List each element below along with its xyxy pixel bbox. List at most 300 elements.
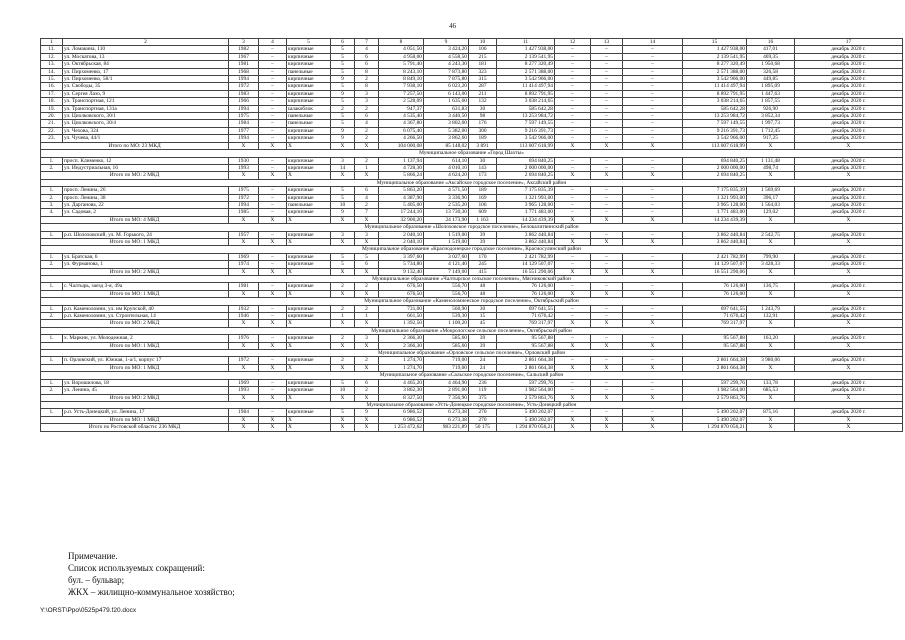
table-cell: 4 728,30 <box>379 164 424 171</box>
table-cell: Итого по МО: 2 МКД <box>41 172 229 179</box>
table-cell: – <box>259 90 287 97</box>
table-cell: X <box>555 364 591 371</box>
table-cell: 3 965 128,00 <box>497 201 555 208</box>
table-cell: 30 <box>469 305 497 312</box>
table-cell: – <box>623 105 683 112</box>
table-cell: 2 861 664,38 <box>683 364 747 371</box>
table-cell: X <box>287 416 331 423</box>
table-cell: 5 734,80 <box>379 261 424 268</box>
table-cell: X <box>331 268 355 275</box>
table-cell: X <box>331 238 355 245</box>
table-cell: X <box>747 268 795 275</box>
table-cell: X <box>623 238 683 245</box>
table-cell: 1967 <box>229 53 259 60</box>
table-cell: 2 <box>355 357 379 364</box>
table-cell: 2 040,10 <box>379 238 424 245</box>
table-cell: 2. <box>41 164 63 171</box>
table-cell: – <box>555 261 591 268</box>
table-cell: кирпичные <box>287 335 331 342</box>
table-cell: 5 <box>331 187 355 194</box>
table-row <box>41 98 903 105</box>
table-row <box>41 387 903 394</box>
page-number: 46 <box>449 22 456 30</box>
table-cell: – <box>623 194 683 201</box>
table-cell: X <box>287 394 331 401</box>
table-cell: 163,20 <box>747 335 795 342</box>
table-cell: X <box>355 238 379 245</box>
table-cell: 76 126,00 <box>497 290 555 297</box>
table-cell: – <box>591 135 623 142</box>
table-cell: 2 579 863,76 <box>683 394 747 401</box>
table-cell: 4 <box>355 194 379 201</box>
table-cell: – <box>555 357 591 364</box>
table-cell: 917,25 <box>747 135 795 142</box>
table-cell: 39 <box>469 335 497 342</box>
table-cell: 1932 <box>229 305 259 312</box>
table-cell: X <box>331 320 355 327</box>
table-cell: декабрь 2020 г. <box>795 53 903 60</box>
table-cell: – <box>259 305 287 312</box>
table-cell: 2 <box>355 127 379 134</box>
table-cell: – <box>591 253 623 260</box>
table-cell: 1969 <box>229 379 259 386</box>
table-cell: X <box>555 216 591 223</box>
table-cell: 1972 <box>229 83 259 90</box>
table-cell: X <box>591 424 623 431</box>
table-cell: 7 <box>355 39 379 46</box>
table-cell: 2 <box>355 201 379 208</box>
table-cell: 6 986,52 <box>379 416 424 423</box>
table-cell: 4 387,90 <box>379 194 424 201</box>
table-cell: 7 356,90 <box>424 394 469 401</box>
table-cell: X <box>747 320 795 327</box>
table-cell: 136,75 <box>747 283 795 290</box>
table-cell: X <box>623 342 683 349</box>
table-cell: 76 126,00 <box>497 283 555 290</box>
table-cell: 2 <box>355 283 379 290</box>
table-cell: – <box>623 61 683 68</box>
table-cell: 7 175 835,39 <box>497 187 555 194</box>
table-cell: 1 895,09 <box>747 83 795 90</box>
table-cell: 2 <box>355 76 379 83</box>
table-cell: X <box>747 238 795 245</box>
table-cell: – <box>555 231 591 238</box>
table-cell: – <box>555 157 591 164</box>
table-row <box>41 68 903 75</box>
table-cell: X <box>259 342 287 349</box>
table-cell: 585,60 <box>424 335 469 342</box>
table-cell: – <box>555 305 591 312</box>
table-cell: X <box>623 290 683 297</box>
table-cell: X <box>623 416 683 423</box>
table-cell: X <box>555 290 591 297</box>
table-cell: 3 862 440,84 <box>497 238 555 245</box>
table-cell: X <box>355 416 379 423</box>
table-cell: просп. Клименко, 12 <box>63 157 229 164</box>
table-cell: 95 567,88 <box>497 342 555 349</box>
table-cell: 983 221,89 <box>424 424 469 431</box>
table-cell: X <box>747 364 795 371</box>
table-cell: 2 <box>331 335 355 342</box>
table-cell: 5 490 202,07 <box>497 409 555 416</box>
table-cell: 1 294 870 056,21 <box>497 424 555 431</box>
table-cell: Итого по МО: 1 МКД <box>41 416 229 423</box>
table-cell: декабрь 2020 г. <box>795 387 903 394</box>
table-cell: 4 <box>259 39 287 46</box>
table-cell: 113 007 618,99 <box>683 142 747 149</box>
table-cell: 7 597 149,55 <box>497 120 555 127</box>
table-cell: Итого по МО: 1 МКД <box>41 238 229 245</box>
municipality-title: Муниципальное образование «Каменоломненское городское поселение», Октябрьский район <box>41 298 903 305</box>
table-cell: 18. <box>41 98 63 105</box>
municipality-title: Муниципальное образование «Орловское сельское поселение», Орловский район <box>41 350 903 357</box>
table-cell: 1985 <box>229 209 259 216</box>
table-cell: X <box>259 216 287 223</box>
table-cell: – <box>259 83 287 90</box>
table-cell: 39 <box>469 238 497 245</box>
table-cell: ул. Ворошилова, 18 <box>63 379 229 386</box>
table-cell: 6 075,40 <box>379 127 424 134</box>
table-cell: 556,70 <box>424 283 469 290</box>
table-cell: 95 567,88 <box>683 342 747 349</box>
table-cell: ул. Братская, 6 <box>63 253 229 260</box>
table-cell: – <box>259 164 287 171</box>
table-cell: 6 273,38 <box>424 409 469 416</box>
table-cell: 697 641,55 <box>683 305 747 312</box>
table-cell: 1 <box>331 313 355 320</box>
municipality-title: Муниципальное образование «Краснодонецкое городское поселение», Красносулинский район <box>41 246 903 253</box>
table-cell: декабрь 2020 г. <box>795 187 903 194</box>
table-cell: 270 <box>469 409 497 416</box>
table-cell: 1972 <box>229 357 259 364</box>
table-cell: кирпичные <box>287 76 331 83</box>
table-cell: – <box>259 68 287 75</box>
table-cell: 1 427 938,00 <box>683 46 747 53</box>
table-cell: 6 023,20 <box>424 83 469 90</box>
table-cell: кирпичные <box>287 46 331 53</box>
table-cell: 1974 <box>229 261 259 268</box>
municipality-total-row <box>41 320 903 327</box>
table-row <box>41 194 903 201</box>
table-cell: 1. <box>41 157 63 164</box>
table-cell: 9 <box>331 76 355 83</box>
table-cell: 3 542 966,00 <box>683 135 747 142</box>
table-cell: Итого по МО: 2 МКД <box>41 268 229 275</box>
table-cell: 5 <box>331 68 355 75</box>
table-row <box>41 209 903 216</box>
table-cell: 1981 <box>229 61 259 68</box>
table-cell: 1994 <box>229 76 259 83</box>
table-cell: X <box>747 394 795 401</box>
table-cell: – <box>623 283 683 290</box>
table-row <box>41 164 903 171</box>
table-cell: 2 <box>355 157 379 164</box>
table-cell: 1968 <box>229 68 259 75</box>
table-cell: 3 397,60 <box>379 253 424 260</box>
table-cell: X <box>555 394 591 401</box>
table-cell: 5 <box>331 261 355 268</box>
table-cell: X <box>555 238 591 245</box>
table-cell: X <box>259 142 287 149</box>
table-cell: 236 <box>469 379 497 386</box>
table-cell: просп. Ленина, 38 <box>63 194 229 201</box>
table-cell: 1969 <box>229 253 259 260</box>
table-cell: X <box>259 364 287 371</box>
table-cell: 5 490 202,07 <box>683 416 747 423</box>
table-cell: 4 <box>355 46 379 53</box>
table-cell: – <box>259 261 287 268</box>
table-cell: X <box>259 424 287 431</box>
table-cell: 76 126,00 <box>683 290 747 297</box>
table-cell: X <box>259 172 287 179</box>
table-cell: 676,50 <box>379 290 424 297</box>
municipality-title: Муниципальное образование «Мокрологское сельское поселение», Октябрьский район <box>41 327 903 334</box>
municipality-title: Муниципальное образование «Усть-Донецкое городское поселение», Усть-Донецкий район <box>41 401 903 408</box>
table-cell: – <box>591 164 623 171</box>
table-cell: 3 862,30 <box>379 387 424 394</box>
table-cell: X <box>747 216 795 223</box>
table-cell: X <box>591 142 623 149</box>
table-cell: 539,30 <box>424 313 469 320</box>
notes-abbr-item: бул. – бульвар; <box>68 575 125 585</box>
table-cell: 9 <box>331 135 355 142</box>
table-cell: 4 <box>355 120 379 127</box>
table-cell: кирпичные <box>287 157 331 164</box>
table-cell: – <box>259 253 287 260</box>
table-cell: 3 440,50 <box>424 113 469 120</box>
table-cell: декабрь 2020 г. <box>795 76 903 83</box>
table-cell: 1994 <box>229 201 259 208</box>
table-cell: 7 175 835,39 <box>683 187 747 194</box>
table-cell: – <box>591 83 623 90</box>
table-cell: 769 317,97 <box>683 320 747 327</box>
table-cell: 9 <box>331 127 355 134</box>
table-cell: ул. Садовая, 2 <box>63 209 229 216</box>
table-cell: 1. <box>41 335 63 342</box>
table-cell: – <box>555 46 591 53</box>
table-cell: кирпичные <box>287 209 331 216</box>
table-cell: кирпичные <box>287 127 331 134</box>
table-cell: X <box>259 320 287 327</box>
table-cell: 323 <box>469 68 497 75</box>
table-cell: ул. Ленина, 45 <box>63 387 229 394</box>
table-cell: X <box>287 142 331 149</box>
table-row <box>41 313 903 320</box>
table-cell: – <box>591 283 623 290</box>
table-header-row <box>41 39 903 46</box>
table-cell: 4 266,50 <box>379 135 424 142</box>
table-row <box>41 261 903 268</box>
table-cell: 694 840,25 <box>497 157 555 164</box>
table-cell: 39 <box>469 231 497 238</box>
table-cell: 1984 <box>229 409 259 416</box>
table-cell: 1 950,68 <box>747 61 795 68</box>
table-cell: 7 <box>355 209 379 216</box>
table-cell: 16. <box>41 83 63 90</box>
municipality-total-row <box>41 142 903 149</box>
table-cell: 560,90 <box>424 305 469 312</box>
table-cell: 2 <box>355 305 379 312</box>
table-cell: 1 569,69 <box>747 187 795 194</box>
table-cell: 17 244,10 <box>379 209 424 216</box>
table-cell: – <box>259 98 287 105</box>
table-cell: X <box>623 216 683 223</box>
table-cell: X <box>747 416 795 423</box>
table-cell: X <box>229 416 259 423</box>
table-cell: 769 317,97 <box>497 320 555 327</box>
table-cell: 4 010,10 <box>424 164 469 171</box>
table-cell: 1993 <box>229 164 259 171</box>
table-cell: X <box>555 268 591 275</box>
table-cell: 2 861 664,38 <box>497 364 555 371</box>
table-cell: – <box>259 231 287 238</box>
table-cell: X <box>259 238 287 245</box>
table-cell: 1 253 472,62 <box>379 424 424 431</box>
table-cell: X <box>623 142 683 149</box>
table-cell: X <box>795 142 903 149</box>
table-cell: – <box>259 201 287 208</box>
table-cell: 14 129 507,07 <box>683 261 747 268</box>
table-cell: 6 <box>355 61 379 68</box>
table-cell: 4 465,20 <box>379 379 424 386</box>
mkd-register-table <box>40 38 903 432</box>
table-cell: декабрь 2020 г. <box>795 83 903 90</box>
table-cell: 98 <box>469 113 497 120</box>
table-cell: 3 965 128,00 <box>683 201 747 208</box>
table-cell: X <box>287 424 331 431</box>
table-row <box>41 201 903 208</box>
table-cell: 326,58 <box>747 68 795 75</box>
municipality-heading-row <box>41 298 903 305</box>
table-cell: кирпичные <box>287 379 331 386</box>
table-cell: X <box>229 216 259 223</box>
table-row <box>41 283 903 290</box>
table-row <box>41 46 903 53</box>
table-cell: 7 875,80 <box>424 76 469 83</box>
table-cell: X <box>287 238 331 245</box>
table-cell: – <box>259 409 287 416</box>
table-cell: 1976 <box>229 335 259 342</box>
table-cell: 2 <box>355 135 379 142</box>
table-cell: – <box>259 194 287 201</box>
table-cell: X <box>591 172 623 179</box>
table-cell: 3 862 440,84 <box>683 238 747 245</box>
table-cell: 2 <box>331 357 355 364</box>
table-cell: X <box>591 320 623 327</box>
table-cell: 76 126,00 <box>683 283 747 290</box>
table-cell: 1 997,73 <box>747 120 795 127</box>
table-cell: 1 243,79 <box>747 305 795 312</box>
table-cell: – <box>623 113 683 120</box>
table-cell: 3 542 966,00 <box>497 135 555 142</box>
table-cell: 1 131,48 <box>747 157 795 164</box>
table-cell: X <box>229 268 259 275</box>
table-cell: декабрь 2020 г. <box>795 113 903 120</box>
table-cell: X <box>795 238 903 245</box>
table-cell: 15 <box>683 39 747 46</box>
table-cell: – <box>259 209 287 216</box>
table-cell: 556,70 <box>424 290 469 297</box>
table-cell: X <box>229 394 259 401</box>
table-cell: X <box>555 416 591 423</box>
table-cell: 8 <box>379 39 424 46</box>
table-cell: – <box>555 83 591 90</box>
table-cell: – <box>555 105 591 112</box>
table-cell: кирпичные <box>287 90 331 97</box>
table-cell: – <box>591 90 623 97</box>
table-cell: – <box>555 187 591 194</box>
table-cell: – <box>591 157 623 164</box>
table-cell: 10 <box>331 387 355 394</box>
table-cell: – <box>623 135 683 142</box>
table-cell: 2 366,30 <box>379 342 424 349</box>
table-cell: кирпичные <box>287 313 331 320</box>
table-cell: 1966 <box>229 98 259 105</box>
table-cell: 1 321 993,00 <box>683 194 747 201</box>
table-cell: 947,37 <box>379 105 424 112</box>
table-cell: 12 <box>555 39 591 46</box>
table-cell: 1 100,20 <box>424 320 469 327</box>
table-cell: – <box>259 357 287 364</box>
table-cell: 5 <box>331 46 355 53</box>
table-cell: 10 <box>331 201 355 208</box>
table-cell: 4 624,20 <box>424 172 469 179</box>
table-cell: X <box>747 142 795 149</box>
table-cell: п. Орловский, ул. Южная, 1-а/1, корпус 17 <box>63 357 229 364</box>
table-cell: декабрь 2020 г. <box>795 209 903 216</box>
table-cell: 21. <box>41 120 63 127</box>
table-cell: X <box>623 424 683 431</box>
table-row <box>41 335 903 342</box>
table-cell: 6 143,00 <box>424 90 469 97</box>
table-cell: – <box>591 409 623 416</box>
table-cell: X <box>355 290 379 297</box>
table-cell: 189 <box>469 135 497 142</box>
table-cell: – <box>259 135 287 142</box>
table-cell: 697 641,55 <box>497 305 555 312</box>
table-cell: 585,60 <box>424 342 469 349</box>
table-cell: Итого по МО: 4 МКД <box>41 216 229 223</box>
table-cell: кирпичные <box>287 194 331 201</box>
table-row <box>41 105 903 112</box>
table-cell: 2 <box>355 105 379 112</box>
table-cell: 3 862 440,84 <box>683 231 747 238</box>
table-cell: 1 771 483,00 <box>497 209 555 216</box>
table-cell: – <box>259 187 287 194</box>
table-cell: декабрь 2020 г. <box>795 127 903 134</box>
table-cell: Итого по Ростовской области: 236 МКД <box>41 424 229 431</box>
table-cell: 13 <box>591 39 623 46</box>
table-cell: декабрь 2020 г. <box>795 98 903 105</box>
table-cell: 19. <box>41 105 63 112</box>
table-cell: – <box>623 157 683 164</box>
table-cell: X <box>591 416 623 423</box>
table-cell: 1975 <box>229 113 259 120</box>
table-cell: 8 892 791,95 <box>497 90 555 97</box>
table-cell: X <box>795 394 903 401</box>
table-cell: X <box>623 172 683 179</box>
table-cell: 469,35 <box>747 53 795 60</box>
table-cell: 11. <box>41 46 63 53</box>
table-cell: 3 802,00 <box>424 120 469 127</box>
table-cell: 176 <box>469 120 497 127</box>
municipality-title: Муниципальное образование «Шолоховское городское поселение», Белокалитвинский район <box>41 224 903 231</box>
table-cell: – <box>259 157 287 164</box>
table-cell: – <box>623 90 683 97</box>
table-cell: 2 <box>63 39 229 46</box>
table-cell: декабрь 2020 г. <box>795 313 903 320</box>
table-cell: 1994 <box>229 135 259 142</box>
